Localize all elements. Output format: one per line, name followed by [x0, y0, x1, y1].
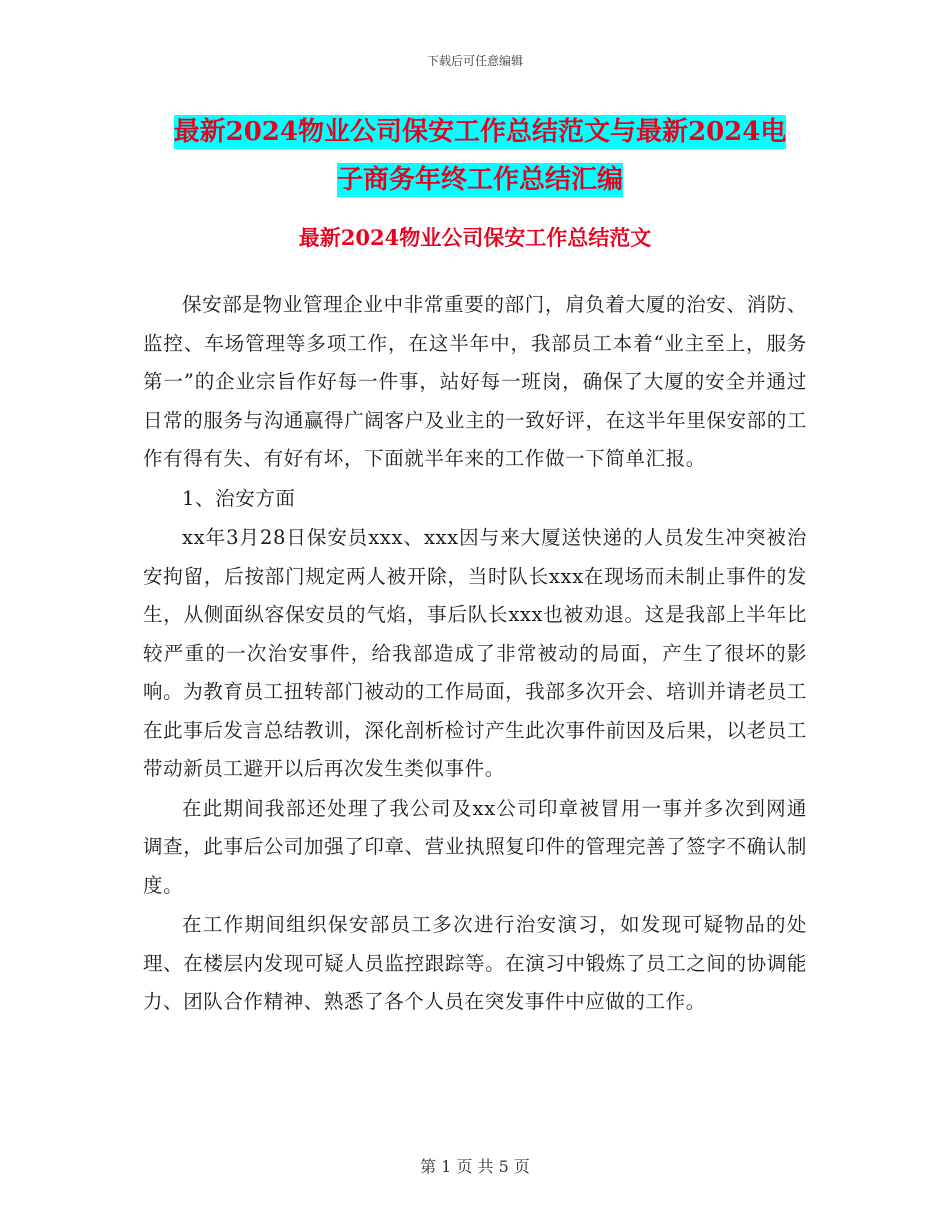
page-footer: 第 1 页 共 5 页 — [420, 1157, 530, 1176]
body-text — [143, 286, 807, 1023]
section-title: 最新2024物业公司保安工作总结范文 — [298, 225, 652, 250]
main-title — [140, 108, 820, 204]
paragraph-incident: xx年3月28日保安员xxx、xxx因与来大厦送快递的人员发生冲突被治安拘留，后按部门规定两人被开除，当时队长xxx在现场而未制止事件的发生，从侧面纵容保安员的气焰，事后队长xxx也被劝退。这是我部上半年比较严重的一次治安事件，给我部造成了非常被动的局面，产生了很坏的影响。为教育员工扭转部门被动的工作局面，我部多次开会、培训并请老员工在此事后发言总结教训，深化剖析检讨产生此次事件前因及后果，以老员工带动新员工避开以后再次发生类似事件。 — [143, 526, 807, 780]
paragraph-intro: 保安部是物业管理企业中非常重要的部门，肩负着大厦的治安、消防、监控、车场管理等多项工作，在这半年中，我部员工本着“业主至上，服务第一”的企业宗旨作好每一件事，站好每一班岗，确保了大厦的安全并通过日常的服务与沟通赢得广阔客户及业主的一致好评，在这半年里保安部的工作有得有失、有好有坏，下面就半年来的工作做一下简单汇报。 — [143, 293, 807, 470]
main-title-line-1: 最新2024物业公司保安工作总结范文与最新2024电 — [173, 117, 787, 147]
header-note: 下载后可任意编辑 — [426, 54, 523, 68]
paragraph-drills: 在工作期间组织保安部员工多次进行治安演习，如发现可疑物品的处理、在楼层内发现可疑人员监控跟踪等。在演习中锻炼了员工之间的协调能力、团队合作精神、熟悉了各个人员在突发事件中应做的工作。 — [143, 913, 807, 1013]
main-title-line-2: 子商务年终工作总结汇编 — [336, 165, 623, 195]
paragraph-heading-security: 1、治安方面 — [182, 486, 296, 510]
paragraph-seal-fraud: 在此期间我部还处理了我公司及xx公司印章被冒用一事并多次到网通调查，此事后公司加强了印章、营业执照复印件的管理完善了签字不确认制度。 — [143, 796, 807, 897]
